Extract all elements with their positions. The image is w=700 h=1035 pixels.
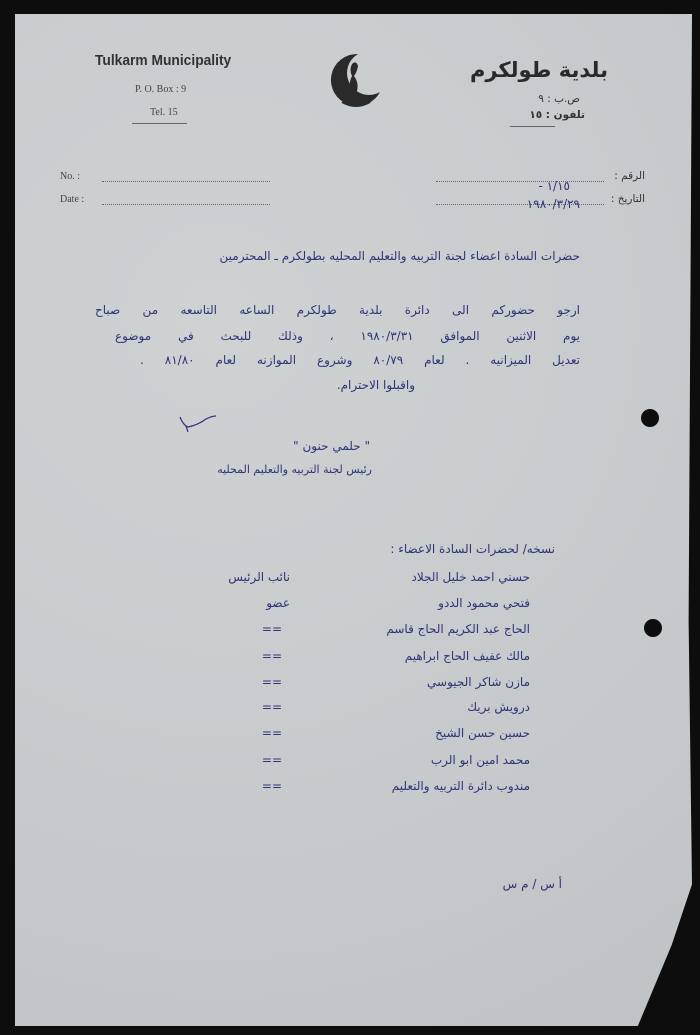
member-name: الحاج عبد الكريم الحاج قاسم [386,622,530,636]
arabic-municipality-name: بلدية طولكرم [469,58,608,82]
member-role: == [261,779,282,793]
arabic-po-box: ص.ب : ٩ [538,93,580,105]
closing: واقبلوا الاحترام. [336,378,415,392]
member-name: مازن شاكر الجيوسي [427,675,530,689]
divider [510,126,555,127]
ref-field-line [436,181,604,182]
member-name: مندوب دائرة التربيه والتعليم [391,779,530,793]
member-role: == [261,726,282,740]
punch-hole [641,409,659,427]
member-name: محمد امين ابو الرب [430,753,530,767]
member-role: عضو [266,596,290,610]
date-label: Date : [60,194,85,205]
no-field-line [102,181,270,182]
ref-number: ١/١٥ - [538,179,570,193]
member-role: نائب الرئيس [228,570,290,584]
punch-hole [644,619,662,637]
date-label-arabic: التاريخ : [610,193,645,205]
signatory-title: رئيس لجنة التربيه والتعليم المحليه [217,463,372,476]
copies-header: نسخه/ لحضرات السادة الاعضاء : [390,542,555,556]
letter-date: ١٩٨٠/٣/٢٩ [526,197,580,211]
member-name: حسين حسن الشيخ [435,726,530,740]
signature-icon [178,414,218,434]
arabic-telephone: تلفون : ١٥ [529,109,585,121]
english-municipality-name: Tulkarm Municipality [95,52,232,69]
signatory-name: " حلمي حنون " [293,439,370,453]
member-name: فتحي محمود الددو [438,596,530,610]
salutation: حضرات السادة اعضاء لجنة التربيه والتعليم المحليه بطولكرم ـ المحترمين [219,249,580,263]
body-line: تعديل الميزانيه . لعام ٨٠/٧٩ وشروع الموازنه لعام ٨١/٨٠ . [140,353,580,367]
telephone: Tel. 15 [150,107,178,118]
member-role: == [261,753,282,767]
date-field-line [102,204,270,205]
member-role: == [261,622,282,636]
no-label: No. : [60,171,80,182]
typist-initials: أ س / م س [502,877,562,891]
municipality-logo-icon [328,50,384,114]
member-name: مالك عفيف الحاج ابراهيم [404,649,530,663]
po-box: P. O. Box : 9 [135,84,187,95]
member-name: حسني احمد خليل الجلاد [411,570,530,584]
letter-paper [15,14,692,1026]
divider [132,123,187,124]
ref-label-arabic: الرقم : [614,170,645,182]
member-role: == [261,700,282,714]
body-line: يوم الاثنين الموافق ١٩٨٠/٣/٣١ ، وذلك للبحث في موضوع [115,329,581,343]
member-role: == [261,675,282,689]
member-name: درويش بريك [467,700,530,714]
body-line: ارجو حضوركم الى دائرة بلدية طولكرم الساعه التاسعه من صباح [95,303,580,317]
member-role: == [261,649,282,663]
